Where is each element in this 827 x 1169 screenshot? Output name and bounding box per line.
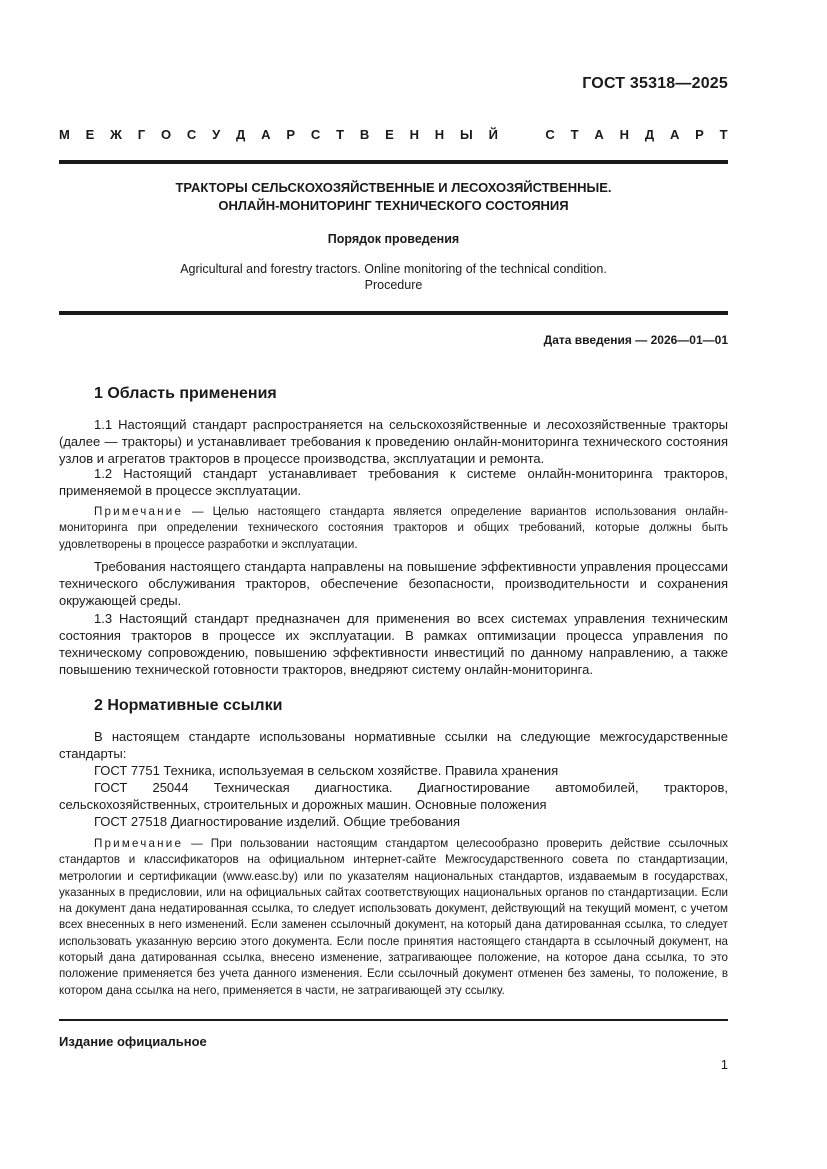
- official-edition: Издание официальное: [59, 1034, 207, 1049]
- note-text: — При пользовании настоящим стандартом целесообразно проверить действие ссылочных стандартов и классификаторов на официальном интернет-сайте Межгосударственного совета по стандартизации, метрологии и сертификации (www.easc.by) или по указателям национальных стандартов, издаваемым в государствах, указанных в предисловии, или на официальных сайтах соответствующих национальных органов по стандартизации. Если на документ дана недатированная ссылка, то следует использовать документ, действующий на текущий момент, с учетом всех внесенных в него изменений. Если заменен ссылочный документ, на который дана датированная ссылка, то следует использовать указанную версию этого документа. Если после принятия настоящего стандарта в ссылочный документ, на который дана датированная ссылка, внесено изменение, затрагивающее положение, на которое дана ссылка, то это положение применяется без учета данного изменения. Если ссылочный документ отменен без замены, то положение, в котором дана ссылка на него, применяется в части, не затрагивающей эту ссылку.: [59, 837, 728, 997]
- standard-type-letter: Н: [409, 127, 419, 142]
- standard-type-letter: Н: [434, 127, 445, 142]
- standard-type-letter: Е: [85, 127, 95, 142]
- note-label: Примечание: [94, 837, 184, 850]
- footer-divider: [59, 1019, 728, 1021]
- standard-type-letter: Д: [236, 127, 246, 142]
- standard-type-letter: А: [669, 127, 680, 142]
- document-subtitle: Порядок проведения: [327, 232, 460, 246]
- introduction-date: Дата введения — 2026—01—01: [543, 333, 728, 347]
- paragraph: 1.3 Настоящий стандарт предназначен для применения во всех системах управления техническим состояния тракторов в процессе их эксплуатации. В рамках оптимизации процесса управления по техническому сопровождению, повышению эффективности инвестиций по данному направлению, а также повышению технической готовности тракторов, внедряют систему онлайн-мониторинга.: [59, 611, 728, 677]
- standard-type-letter: С: [186, 127, 197, 142]
- standard-type-letter: Н: [619, 127, 630, 142]
- page-number: 1: [720, 1057, 728, 1072]
- note-text: — Целью настоящего стандарта является определение вариантов использования онлайн-мониторинга при определении технического состояния тракторов и общих требований, которые должны быть удовлетворены в процессе разработки и эксплуатации.: [59, 505, 728, 551]
- title-divider: [59, 311, 728, 315]
- standard-type-letter: С: [310, 127, 321, 142]
- english-title-line: Agricultural and forestry tractors. Online monitoring of the technical condition.: [180, 262, 607, 276]
- paragraph: Требования настоящего стандарта направлены на повышение эффективности управления процессами технического обслуживания тракторов, обеспечение безопасности, производительности и сохранения окружающей среды.: [59, 559, 728, 608]
- standard-type-letter: Ж: [110, 127, 122, 142]
- standard-type-letter: О: [160, 127, 172, 142]
- english-title: [59, 261, 728, 293]
- standard-type-letter: Р: [695, 127, 704, 142]
- note: [59, 504, 728, 553]
- standard-type-letter: Й: [488, 127, 498, 142]
- paragraph: В настоящем стандарте использованы нормативные ссылки на следующие межгосударственные стандарты:: [59, 729, 728, 761]
- standard-type-letter: М: [59, 127, 70, 142]
- reference-item: ГОСТ 7751 Техника, используемая в сельском хозяйстве. Правила хранения: [94, 763, 559, 778]
- standard-type-letter: Т: [336, 127, 345, 142]
- section-1-heading: 1 Область применения: [94, 385, 277, 402]
- standard-type: [59, 127, 728, 142]
- standard-type-letter: Ы: [460, 127, 473, 142]
- standard-type-letter: Д: [644, 127, 655, 142]
- note: [59, 836, 728, 999]
- paragraph: 1.2 Настоящий стандарт устанавливает требования к системе онлайн-мониторинга тракторов, применяемой в процессе эксплуатации.: [59, 466, 728, 498]
- standard-type-letter: А: [594, 127, 604, 142]
- document-title: [59, 179, 728, 215]
- standard-type-letter: Т: [570, 127, 579, 142]
- gost-code: ГОСТ 35318—2025: [582, 75, 728, 92]
- standard-type-letter: Е: [385, 127, 394, 142]
- english-title-line: Procedure: [364, 278, 423, 292]
- standard-type-letter: Г: [137, 127, 146, 142]
- note-label: Примечание: [94, 505, 184, 518]
- title-line: ТРАКТОРЫ СЕЛЬСКОХОЗЯЙСТВЕННЫЕ И ЛЕСОХОЗЯЙСТВЕННЫЕ.: [175, 180, 612, 195]
- title-line: ОНЛАЙН-МОНИТОРИНГ ТЕХНИЧЕСКОГО СОСТОЯНИЯ: [218, 198, 569, 213]
- standard-type-letter: Р: [286, 127, 296, 142]
- paragraph: 1.1 Настоящий стандарт распространяется на сельскохозяйственные и лесохозяйственные тракторы (далее — тракторы) и устанавливает требования к проведению онлайн-мониторинга технического состояния узлов и агрегатов тракторов в процессе производства, эксплуатации и ремонта.: [59, 417, 728, 466]
- standard-type-letter: А: [261, 127, 271, 142]
- standard-type-letter: В: [359, 127, 370, 142]
- section-2-heading: 2 Нормативные ссылки: [94, 697, 283, 714]
- header-divider: [59, 160, 728, 164]
- reference-item: ГОСТ 27518 Диагностирование изделий. Общие требования: [94, 814, 461, 829]
- standard-type-letter: У: [212, 127, 221, 142]
- standard-type-letter: С: [545, 127, 555, 142]
- standard-type-letter: Т: [719, 127, 728, 142]
- reference-item: ГОСТ 25044 Техническая диагностика. Диагностирование автомобилей, тракторов, сельскохозяйственных, строительных и дорожных машин. Основные положения: [59, 780, 728, 812]
